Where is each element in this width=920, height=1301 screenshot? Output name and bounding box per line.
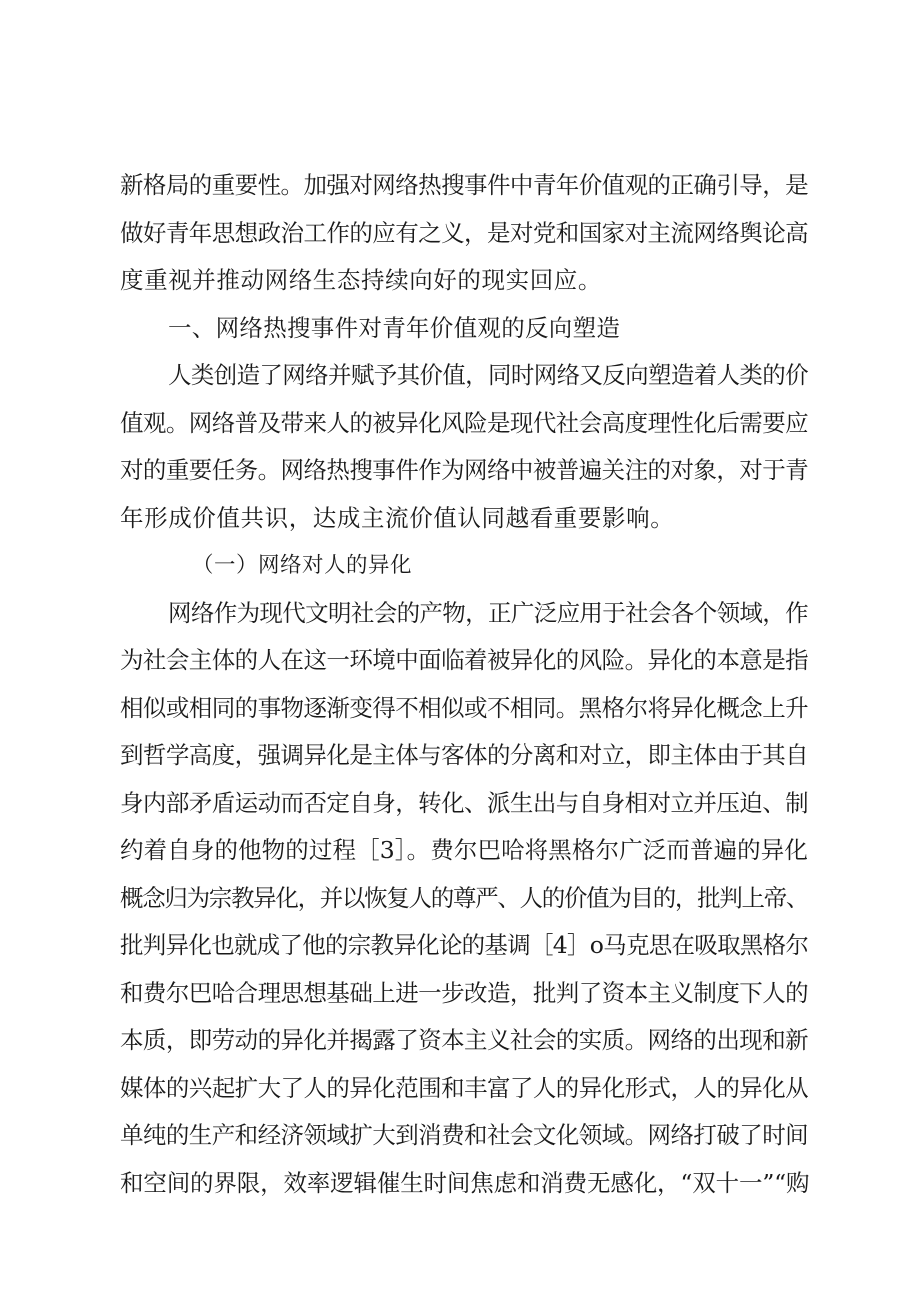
paragraph-line: 批判异化也就成了他的宗教异化论的基调［4］o马克思在吸取黑格尔 <box>120 931 808 959</box>
paragraph-line: 新格局的重要性。加强对网络热搜事件中青年价值观的正确引导，是 <box>120 171 808 199</box>
paragraph-line: 年形成价值共识，达成主流价值认同越看重要影响。 <box>120 503 675 532</box>
paragraph-line: 做好青年思想政治工作的应有之义，是对党和国家对主流网络舆论高 <box>120 218 808 247</box>
paragraph-line: 媒体的兴起扩大了人的异化范围和丰富了人的异化形式，人的异化从 <box>120 1073 808 1102</box>
paragraph-line: 身内部矛盾运动而否定自身，转化、派生出与自身相对立并压迫、制 <box>120 788 808 817</box>
paragraph-line: 为社会主体的人在这一环境中面临着被异化的风险。异化的本意是指 <box>120 646 808 674</box>
paragraph-line: 人类创造了网络并赋予其价值，同时网络又反向塑造着人类的价 <box>168 361 808 389</box>
section-heading: 一、网络热搜事件对青年价值观的反向塑造 <box>168 313 621 342</box>
paragraph-line: 和费尔巴哈合理思想基础上进一步改造，批判了资本主义制度下人的 <box>120 978 808 1007</box>
paragraph-line: 相似或相同的事物逐渐变得不相似或不相同。黑格尔将异化概念上升 <box>120 693 808 722</box>
subsection-heading: （一）网络对人的异化 <box>192 553 413 578</box>
paragraph-line: 度重视并推动网络生态持续向好的现实回应。 <box>120 266 602 294</box>
paragraph-line: 网络作为现代文明社会的产物，正广泛应用于社会各个领域，作 <box>168 598 808 627</box>
paragraph-line: 和空间的界限，效率逻辑催生时间焦虑和消费无感化，“双十一”“购 <box>120 1168 810 1197</box>
paragraph-line: 概念归为宗教异化，并以恢复人的尊严、人的价值为目的，批判上帝、 <box>120 883 808 912</box>
document-page <box>120 162 808 1207</box>
paragraph-line: 到哲学高度，强调异化是主体与客体的分离和对立，即主体由于其自 <box>120 741 808 769</box>
paragraph-line: 值观。网络普及带来人的被异化风险是现代社会高度理性化后需要应 <box>120 408 808 437</box>
paragraph-line: 本质，即劳动的异化并揭露了资本主义社会的实质。网络的出现和新 <box>120 1026 808 1054</box>
paragraph-line: 单纯的生产和经济领域扩大到消费和社会文化领域。网络打破了时间 <box>120 1121 808 1149</box>
paragraph-line: 对的重要任务。网络热搜事件作为网络中被普遍关注的对象，对于青 <box>120 456 808 484</box>
paragraph-line: 约着自身的他物的过程［3］。费尔巴哈将黑格尔广泛而普遍的异化 <box>120 836 808 864</box>
